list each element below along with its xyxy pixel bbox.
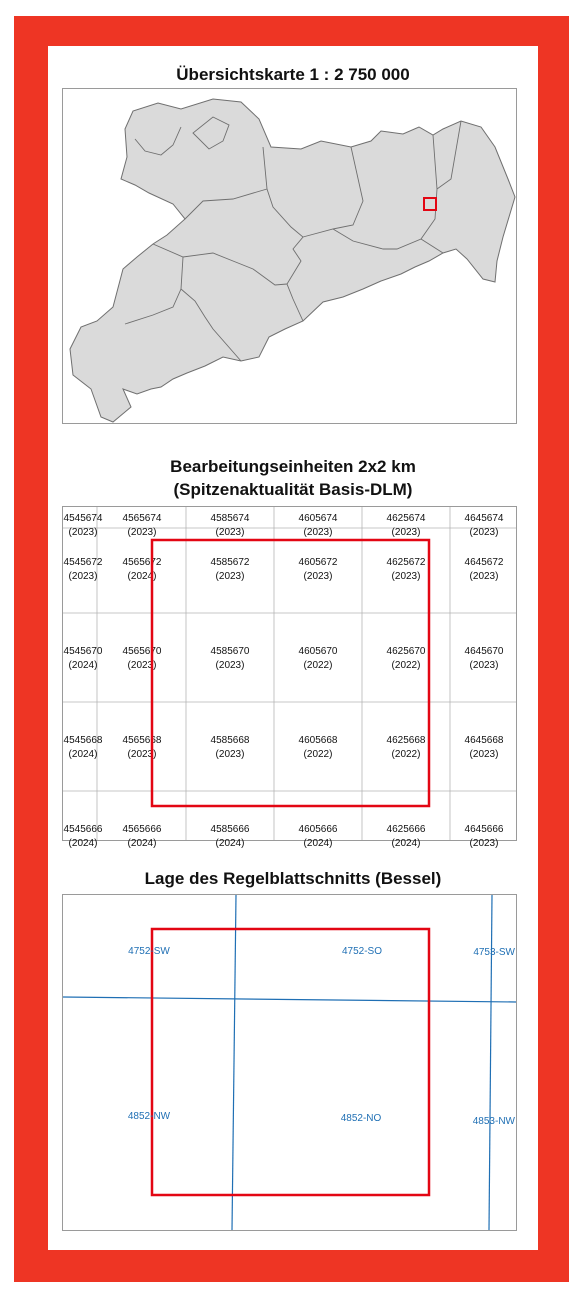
unit-year: (2023) <box>391 527 421 538</box>
unit-year: (2022) <box>391 749 421 760</box>
sheets-panel <box>62 894 517 1231</box>
sheet-label: 4752-SW <box>128 946 170 957</box>
unit-year: (2023) <box>215 571 245 582</box>
unit-id: 4625666 <box>386 824 426 835</box>
unit-year: (2023) <box>127 660 157 671</box>
saxony-outline <box>70 99 515 422</box>
unit-year: (2023) <box>469 571 499 582</box>
unit-cell <box>123 646 162 671</box>
unit-id: 4585668 <box>210 735 250 746</box>
unit-id: 4545674 <box>63 513 103 524</box>
unit-year: (2024) <box>68 660 98 671</box>
unit-year: (2023) <box>469 749 499 760</box>
unit-year: (2024) <box>127 571 157 582</box>
unit-cell <box>465 824 504 849</box>
unit-year: (2024) <box>68 749 98 760</box>
unit-cell <box>211 824 250 849</box>
unit-id: 4625668 <box>386 735 426 746</box>
unit-cell <box>387 824 426 849</box>
sheets-map <box>63 895 516 1230</box>
unit-id: 4605672 <box>298 557 338 568</box>
unit-cell <box>465 646 504 671</box>
unit-id: 4545666 <box>63 824 103 835</box>
sheet-frame <box>152 540 429 806</box>
unit-cell <box>465 735 504 760</box>
saxony-districts <box>70 99 515 422</box>
unit-year: (2022) <box>303 749 333 760</box>
unit-id: 4645670 <box>464 646 504 657</box>
unit-id: 4625672 <box>386 557 426 568</box>
unit-id: 4645666 <box>464 824 504 835</box>
unit-cell <box>299 513 338 538</box>
unit-cell <box>465 513 504 538</box>
unit-year: (2024) <box>391 838 421 849</box>
overview-map-panel <box>62 88 517 424</box>
sheet-label: 4852-NO <box>340 1113 382 1124</box>
unit-year: (2023) <box>215 527 245 538</box>
unit-year: (2023) <box>469 838 499 849</box>
unit-id: 4605674 <box>298 513 338 524</box>
overview-title: Übersichtskarte 1 : 2 750 000 <box>176 65 410 84</box>
unit-id: 4625674 <box>386 513 426 524</box>
units-title-line2: (Spitzenaktualität Basis-DLM) <box>173 480 413 499</box>
unit-id: 4645672 <box>464 557 504 568</box>
unit-year: (2023) <box>127 749 157 760</box>
unit-cell <box>387 513 426 538</box>
unit-id: 4565674 <box>122 513 162 524</box>
unit-id: 4585674 <box>210 513 250 524</box>
unit-year: (2023) <box>391 571 421 582</box>
unit-cell <box>123 513 162 538</box>
unit-id: 4605666 <box>298 824 338 835</box>
unit-id: 4605670 <box>298 646 338 657</box>
unit-year: (2023) <box>469 527 499 538</box>
unit-cell <box>387 735 426 760</box>
sheet-boundary-line <box>63 997 516 1002</box>
unit-cell <box>211 557 250 582</box>
sheet-boundary-line <box>489 895 492 1230</box>
unit-year: (2024) <box>68 838 98 849</box>
overview-map <box>63 89 516 423</box>
unit-id: 4605668 <box>298 735 338 746</box>
unit-id: 4645668 <box>464 735 504 746</box>
unit-cell <box>211 513 250 538</box>
unit-year: (2023) <box>215 749 245 760</box>
unit-year: (2023) <box>469 660 499 671</box>
unit-year: (2023) <box>303 571 333 582</box>
unit-id: 4625670 <box>386 646 426 657</box>
unit-year: (2022) <box>303 660 333 671</box>
unit-id: 4585672 <box>210 557 250 568</box>
units-grid-panel <box>62 506 517 849</box>
unit-id: 4565672 <box>122 557 162 568</box>
unit-cell <box>299 557 338 582</box>
unit-id: 4545668 <box>63 735 103 746</box>
unit-cell <box>123 557 162 582</box>
unit-cell <box>299 824 338 849</box>
unit-year: (2023) <box>127 527 157 538</box>
unit-cell <box>465 557 504 582</box>
sheets-title: Lage des Regelblattschnitts (Bessel) <box>144 869 442 888</box>
unit-cell <box>123 824 162 849</box>
unit-cell <box>387 557 426 582</box>
unit-id: 4585670 <box>210 646 250 657</box>
sheet-label: 4853-NW <box>472 1116 515 1127</box>
units-title-line1: Bearbeitungseinheiten 2x2 km <box>170 457 416 476</box>
units-grid <box>63 507 516 849</box>
unit-cell <box>123 735 162 760</box>
unit-year: (2024) <box>303 838 333 849</box>
unit-cell <box>211 646 250 671</box>
sheet-label: 4852-NW <box>127 1111 171 1122</box>
unit-id: 4645674 <box>464 513 504 524</box>
sheet-label: 4752-SO <box>341 946 383 957</box>
unit-year: (2023) <box>68 527 98 538</box>
unit-year: (2023) <box>215 660 245 671</box>
unit-year: (2023) <box>303 527 333 538</box>
unit-cell <box>211 735 250 760</box>
unit-cell <box>387 646 426 671</box>
sheet-boundary-line <box>232 895 236 1230</box>
unit-cell <box>299 646 338 671</box>
unit-year: (2023) <box>68 571 98 582</box>
unit-id: 4545670 <box>63 646 103 657</box>
unit-year: (2024) <box>215 838 245 849</box>
sheet-frame <box>152 929 429 1195</box>
unit-id: 4565666 <box>122 824 162 835</box>
sheet-label: 4753-SW <box>473 947 515 958</box>
unit-id: 4565668 <box>122 735 162 746</box>
unit-year: (2024) <box>127 838 157 849</box>
unit-id: 4585666 <box>210 824 250 835</box>
unit-cell <box>299 735 338 760</box>
unit-id: 4565670 <box>122 646 162 657</box>
unit-id: 4545672 <box>63 557 103 568</box>
unit-year: (2022) <box>391 660 421 671</box>
